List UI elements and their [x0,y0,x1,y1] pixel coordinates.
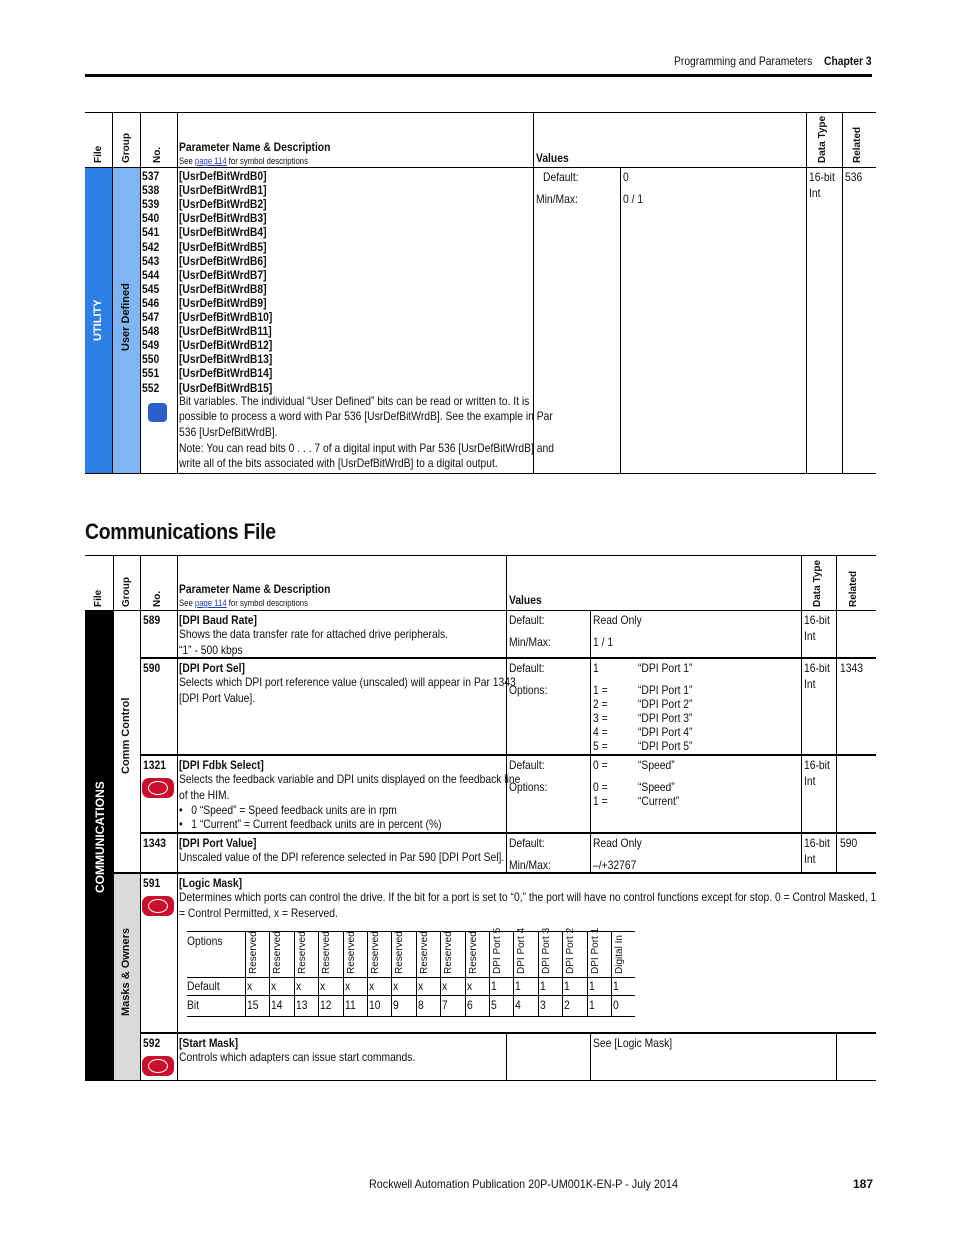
param-name: [UsrDefBitWrdB1] [179,183,267,198]
option-value: “Current” [638,794,680,808]
col-related: Related [852,126,863,163]
param-name: [UsrDefBitWrdB13] [179,352,273,367]
bit-header: Reserved [394,931,406,974]
option-key: 4 = [593,725,608,739]
p1321-no: 1321 [143,758,166,772]
bit-header: Reserved [443,931,455,974]
param-number: 546 [142,295,160,310]
bit-header: DPI Port 5 [492,927,503,974]
bit-header: Reserved [296,931,308,974]
bit-number: 15 [247,998,259,1012]
bit-column-divider [587,932,588,1016]
col-no: No. [152,146,163,163]
col-related: Related [848,570,859,607]
bit-default: x [442,979,448,993]
p590-no: 590 [143,661,161,675]
description-line: Bit variables. The individual “User Defined” bits can be read or written to. It is [179,394,530,408]
p1343-related: 590 [840,836,858,850]
bit-column-divider [367,932,368,1016]
bit-number: 10 [369,998,381,1012]
publication-info: Rockwell Automation Publication 20P-UM001K-EN-P - July 2014 [369,1177,678,1191]
bit-number: 14 [271,998,283,1012]
param-number: 537 [142,169,160,183]
bit-columns [187,927,635,1016]
p592-no: 592 [143,1036,161,1050]
option-value: “DPI Port 1” [638,683,693,697]
param-name: [UsrDefBitWrdB14] [179,366,273,381]
utility-related: 536 [845,170,863,184]
p589-dtype-2: Int [804,629,816,643]
p1321-name: [DPI Fdbk Select] [179,758,264,772]
bit-default: 1 [564,979,570,993]
p1321-dtype-2: Int [804,774,816,788]
col-no: No. [152,590,163,607]
bit-number: 5 [491,998,497,1012]
p592-desc-1: Controls which adapters can issue start commands. [179,1050,416,1064]
param-name: [UsrDefBitWrdB7] [179,267,267,282]
col-file: File [93,145,104,163]
read-write-icon [148,403,167,422]
bit-column-divider [343,932,344,1016]
bit-number: 12 [320,998,332,1012]
p1343-minmax-value: –/+32767 [593,858,637,872]
p1343-no: 1343 [143,836,166,850]
bit-number: 8 [417,998,424,1012]
bit-column-divider [465,932,466,1016]
utility-group-label: User Defined [120,283,132,351]
option-key: 3 = [593,711,608,725]
param-number: 549 [142,338,160,353]
param-number: 541 [142,225,160,240]
option-key: 2 = [593,697,608,711]
config-stop-icon [142,1056,174,1076]
col-data-type: Data Type [812,559,823,607]
bit-column-divider [538,932,539,1016]
param-number: 539 [142,197,160,212]
section-title: Programming and Parameters [674,54,813,68]
param-name: [UsrDefBitWrdB4] [179,225,267,240]
bit-header: DPI Port 3 [540,927,552,974]
p1321-desc-2: of the HIM. [179,788,230,802]
p589-dtype-1: 16-bit [804,613,830,627]
bit-column-divider [294,932,295,1016]
bit-column-divider [611,932,612,1016]
bit-header: Reserved [467,931,479,974]
col-see: See page 114 for symbol descriptions [179,598,308,608]
option-value: “DPI Port 5” [638,739,693,753]
bit-default: 1 [491,979,497,993]
p590-desc-2: [DPI Port Value]. [179,691,256,705]
bit-number: 13 [295,998,308,1012]
utility-minmax-value: 0 / 1 [623,192,644,206]
page-link[interactable]: page 114 [194,598,227,608]
bit-number: 6 [466,998,473,1012]
description-line: 536 [UsrDefBitWrdB]. [179,425,278,439]
p1321-default-text: “Speed” [638,758,675,772]
utility-dtype-1: 16-bit [809,170,835,184]
option-value: “DPI Port 2” [638,697,693,711]
col-values: Values [509,593,542,607]
p589-name: [DPI Baud Rate] [179,613,257,627]
bit-default: x [369,979,375,993]
col-name: Parameter Name & Description [179,582,331,596]
bit-header: DPI Port 4 [516,927,528,974]
param-name: [UsrDefBitWrdB0] [179,169,267,183]
bit-default: x [344,979,350,993]
bit-default: x [295,979,301,993]
bit-options-label: Options [187,934,223,948]
p1343-default-label: Default: [509,836,545,850]
description-line: Note: You can read bits 0 . . . 7 of a digital input with Par 536 [UsrDefBitWrdB] and [179,441,554,455]
bit-default: 1 [539,979,546,993]
communications-table [85,555,876,1081]
p1343-dtype-2: Int [804,852,816,866]
col-file: File [93,589,104,607]
bit-column-divider [416,932,417,1016]
bit-default: x [247,979,253,993]
utility-default-label: Default: [543,170,579,184]
p589-default-value: Read Only [593,613,642,627]
param-name: [UsrDefBitWrdB10] [179,310,273,324]
param-name: [UsrDefBitWrdB2] [179,197,267,212]
bit-default: x [320,979,326,993]
p1343-desc-1: Unscaled value of the DPI reference selected in Par 590 [DPI Port Sel]. [179,850,505,864]
bit-header: DPI Port 2 [565,927,577,974]
bit-bit-label: Bit [187,998,200,1012]
p590-default-text: “DPI Port 1” [638,661,693,675]
p590-related: 1343 [840,661,863,675]
p589-no: 589 [143,613,161,627]
chapter-label: Chapter 3 [824,54,872,68]
p1321-bullet-1: • 0 “Speed” = Speed feedback units are in rpm [179,803,397,817]
p592-values: See [Logic Mask] [593,1036,673,1050]
bit-header: Reserved [345,931,357,974]
p590-name: [DPI Port Sel] [179,661,245,675]
utility-default-value: 0 [623,170,629,184]
config-stop-icon [142,896,174,916]
bit-column-divider [489,932,490,1016]
utility-minmax-label: Min/Max: [536,192,578,206]
p590-dtype-1: 16-bit [804,661,830,675]
comm-file-label: COMMUNICATIONS [93,781,107,893]
param-name: [UsrDefBitWrdB12] [179,338,273,353]
p589-minmax-value: 1 / 1 [593,635,614,649]
utility-table [85,112,876,474]
p1321-default-num: 0 = [593,758,608,772]
bit-default: x [466,979,472,993]
option-key: 0 = [593,780,608,794]
description-line: possible to process a word with Par 536 [UsrDefBitWrdB]. See the example in Par [179,409,553,423]
param-number: 548 [142,324,160,339]
header-rule [85,74,872,77]
page-number: 187 [853,1177,874,1191]
p589-desc-1: Shows the data transfer rate for attached drive peripherals. [179,627,449,641]
p589-default-label: Default: [509,613,545,627]
param-name: [UsrDefBitWrdB9] [179,295,267,310]
p591-desc-2: = Control Permitted, x = Reserved. [179,906,338,920]
p589-minmax-label: Min/Max: [509,635,551,649]
bit-number: 9 [393,998,400,1012]
param-number: 542 [142,239,160,254]
bit-number: 0 [613,998,619,1012]
utility-dtype-2: Int [809,186,821,200]
p590-dtype-2: Int [804,677,816,691]
p591-name: [Logic Mask] [179,876,243,890]
bit-default: x [271,979,277,993]
col-data-type: Data Type [817,115,828,163]
param-number: 551 [142,366,160,381]
p589-desc-2: “1” - 500 kbps [179,643,243,657]
option-key: 5 = [593,739,608,753]
param-number: 544 [142,267,160,282]
bit-number: 11 [344,998,356,1012]
page-link[interactable]: page 114 [194,156,227,166]
config-stop-icon [142,778,174,798]
param-name: [UsrDefBitWrdB11] [179,324,272,339]
bit-number: 2 [564,998,570,1012]
logic-mask-bit-table [187,927,635,1017]
comm-group-label: Comm Control [120,697,132,774]
param-number: 552 [142,380,160,395]
utility-file-label: UTILITY [92,299,104,341]
bit-number: 7 [442,998,448,1012]
param-number: 543 [142,253,160,268]
p590-default-num: 1 [593,661,599,675]
bit-default: x [393,979,399,993]
p591-desc-1: Determines which ports can control the drive. If the bit for a port is set to “0,” the port will have no control functions except for stop. 0 = Control Masked, 1 [179,890,877,904]
p1343-minmax-label: Min/Max: [509,858,551,872]
p1321-bullet-2: • 1 “Current” = Current feedback units are in percent (%) [179,817,442,831]
p592-name: [Start Mask] [179,1036,239,1050]
option-key: 1 = [593,794,608,808]
p1321-options-label: Options: [509,780,548,794]
bit-header: Reserved [418,931,430,974]
option-key: 1 = [593,683,608,697]
param-name: [UsrDefBitWrdB5] [179,239,267,254]
p590-desc-1: Selects which DPI port reference value (unscaled) will appear in Par 1343 [179,675,516,689]
bit-header: Reserved [248,931,259,974]
masks-group-label: Masks & Owners [120,927,132,1016]
p1343-default-value: Read Only [593,836,642,850]
col-values: Values [536,151,569,165]
bit-default: 1 [613,979,619,993]
col-group: Group [121,133,132,163]
bit-column-divider [245,932,246,1016]
bit-header: Digital In [614,935,625,974]
option-value: “DPI Port 4” [638,725,693,739]
p590-options-label: Options: [509,683,548,697]
p1321-default-label: Default: [509,758,545,772]
bit-default-label: Default [187,979,220,993]
option-value: “DPI Port 3” [638,711,693,725]
bit-default: x [417,979,423,993]
bit-number: 4 [515,998,522,1012]
section-heading: Communications File [85,519,276,544]
option-value: “Speed” [638,780,675,794]
p591-no: 591 [143,876,161,890]
bit-header: Reserved [272,931,284,974]
bit-header: Reserved [321,931,333,974]
param-number: 540 [142,211,160,226]
bit-number: 1 [588,998,595,1012]
param-number: 547 [142,310,160,324]
param-number: 545 [142,281,160,296]
col-name: Parameter Name & Description [179,140,331,154]
bit-default: 1 [515,979,522,993]
col-group: Group [121,577,132,607]
p1321-dtype-1: 16-bit [804,758,830,772]
param-number: 550 [142,352,160,367]
p1343-name: [DPI Port Value] [179,836,257,850]
p1321-desc-1: Selects the feedback variable and DPI units displayed on the feedback line [179,772,521,786]
bit-default: 1 [588,979,595,993]
bit-header: DPI Port 1 [589,927,601,974]
param-name: [UsrDefBitWrdB8] [179,281,267,296]
param-number: 538 [142,183,160,198]
param-name: [UsrDefBitWrdB6] [179,253,267,268]
description-line: write all of the bits associated with [UsrDefBitWrdB] to a digital output. [179,456,498,470]
p1343-dtype-1: 16-bit [804,836,830,850]
bit-header: Reserved [370,931,381,974]
p590-default-label: Default: [509,661,545,675]
param-name: [UsrDefBitWrdB15] [179,380,273,395]
bit-number: 3 [539,998,546,1012]
col-see: See page 114 for symbol descriptions [179,156,308,166]
param-name: [UsrDefBitWrdB3] [179,211,267,226]
